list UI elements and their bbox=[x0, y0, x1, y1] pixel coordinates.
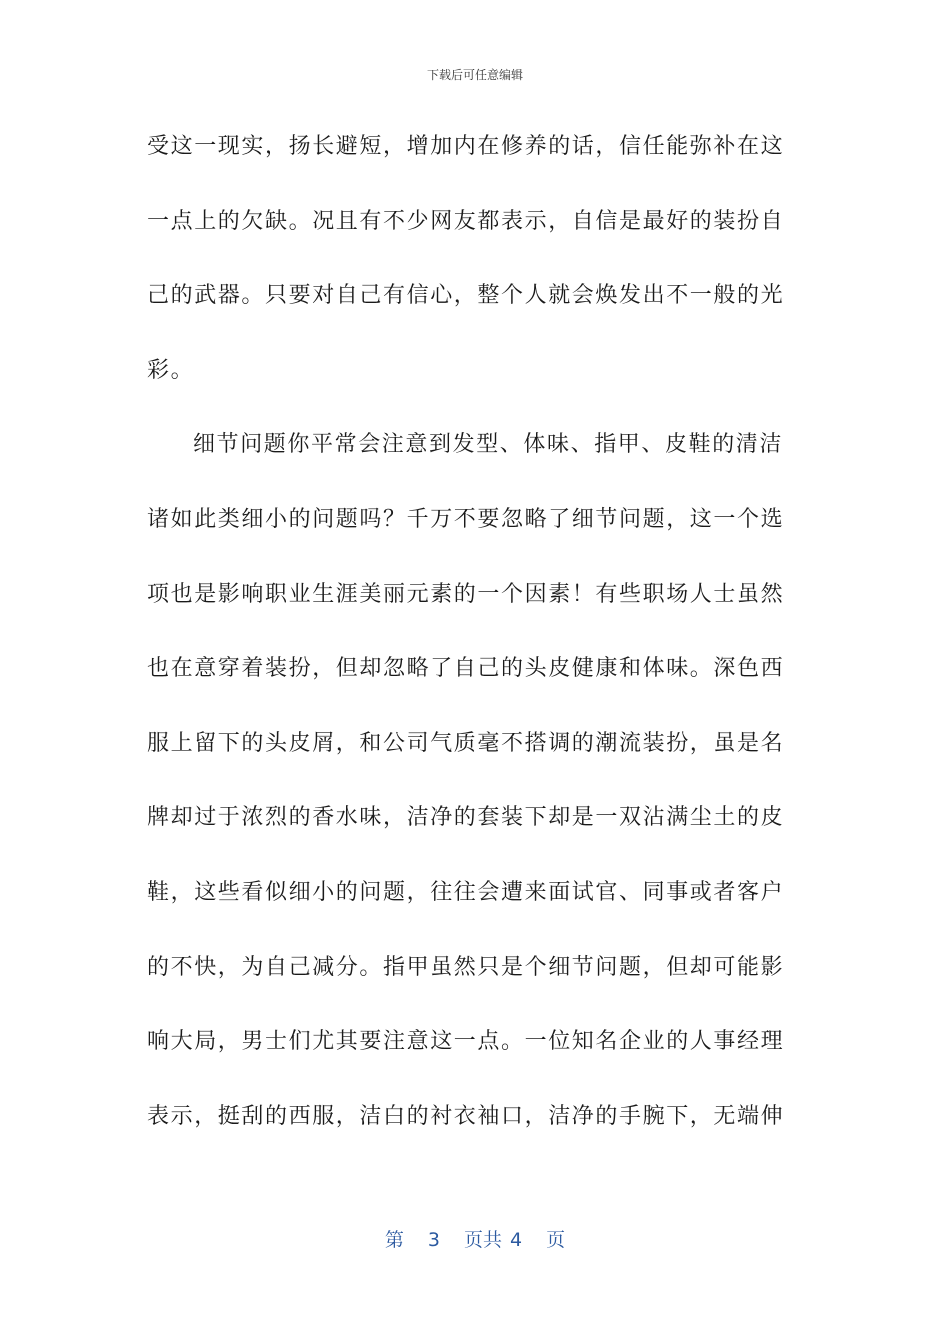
text-line: 鞋，这些看似细小的问题，往往会遭来面试官、同事或者客户 bbox=[147, 879, 785, 905]
paragraph-first-line: 细节问题你平常会注意到发型、体味、指甲、皮鞋的清洁 bbox=[193, 432, 784, 458]
footer-prefix: 第 bbox=[384, 1229, 404, 1251]
footer-total-pages: 4 bbox=[510, 1229, 523, 1251]
text-line: 也在意穿着装扮，但却忽略了自己的头皮健康和体味。深色西 bbox=[147, 656, 785, 682]
text-line: 受这一现实，扬长避短，增加内在修养的话，信任能弥补在这 bbox=[147, 134, 785, 159]
text-line: 项也是影响职业生涯美丽元素的一个因素！有些职场人士虽然 bbox=[147, 581, 785, 607]
text-line: 诸如此类细小的问题吗？千万不要忽略了细节问题，这一个选 bbox=[147, 506, 785, 532]
text-line: 表示，挺刮的西服，洁白的衬衣袖口，洁净的手腕下，无端伸 bbox=[147, 1103, 785, 1129]
text-line: 一点上的欠缺。况且有不少网友都表示，自信是最好的装扮自 bbox=[147, 208, 785, 234]
text-line: 彩。 bbox=[147, 357, 195, 383]
footer-suffix: 页 bbox=[546, 1229, 566, 1251]
text-line: 响大局，男士们尤其要注意这一点。一位知名企业的人事经理 bbox=[147, 1029, 785, 1055]
page-footer bbox=[0, 1225, 950, 1252]
footer-current-page: 3 bbox=[427, 1229, 440, 1251]
text-line: 服上留下的头皮屑，和公司气质毫不搭调的潮流装扮，虽是名 bbox=[147, 730, 785, 756]
document-body bbox=[147, 127, 807, 1171]
page-header: 下载后可任意编辑 bbox=[426, 68, 523, 82]
text-line: 己的武器。只要对自己有信心，整个人就会焕发出不一般的光 bbox=[147, 283, 785, 309]
footer-middle: 页共 bbox=[463, 1229, 502, 1251]
text-line: 的不快，为自己减分。指甲虽然只是个细节问题，但却可能影 bbox=[147, 954, 785, 980]
text-line: 牌却过于浓烈的香水味，洁净的套装下却是一双沾满尘土的皮 bbox=[147, 805, 785, 831]
